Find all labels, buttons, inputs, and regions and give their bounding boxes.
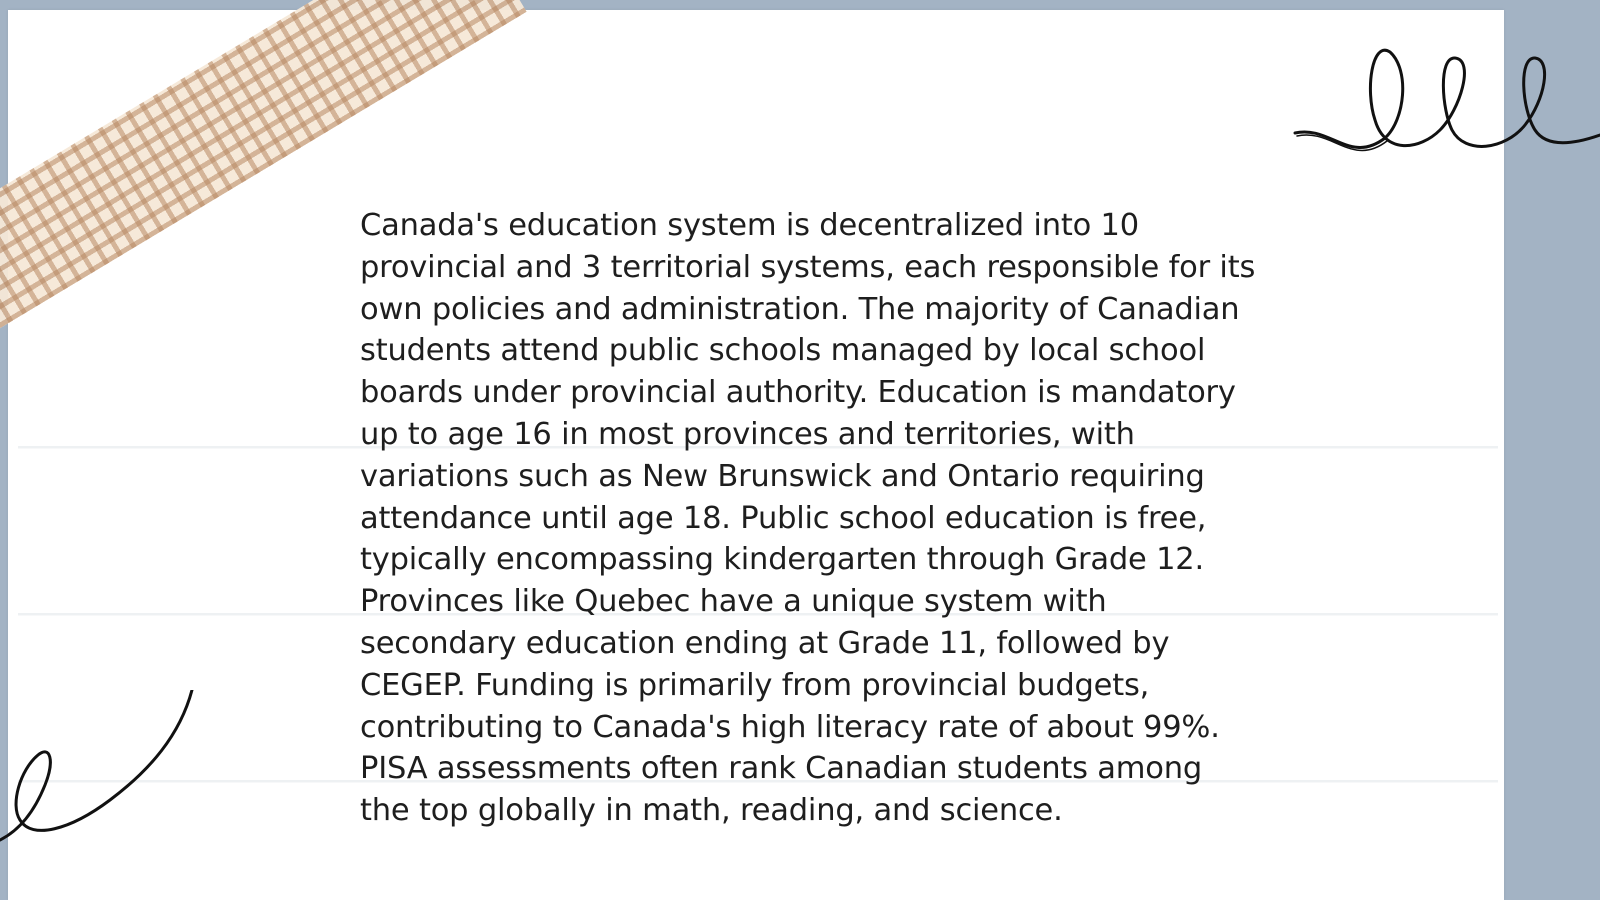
body-paragraph: Canada's education system is decentralized into 10 provincial and 3 territorial systems, each responsible for its own policies and administration. The majority of Canadian students attend public schools managed by local school boards under provincial authority. Education is mandatory up to age 16 in most provinces and territories, with variations such as New Brunswick and Ontario requiring attendance until age 18. Public school education is free, typically encompassing kindergarten through Grade 12. Provinces like Quebec have a unique system with secondary education ending at Grade 11, followed by CEGEP. Funding is primarily from provincial budgets, contributing to Canada's high literacy rate of about 99%. PISA assessments often rank Canadian students among the top globally in math, reading, and science. <box>360 208 1256 829</box>
